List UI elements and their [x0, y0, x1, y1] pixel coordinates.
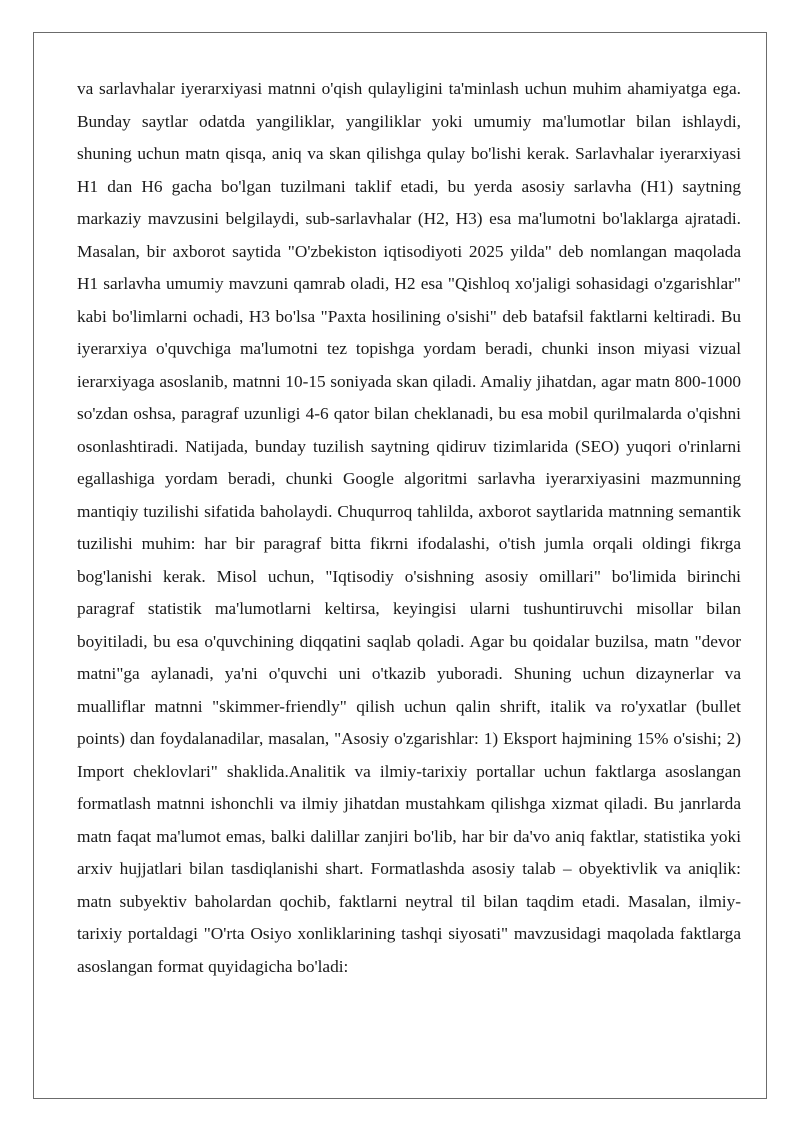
- body-paragraph: va sarlavhalar iyerarxiyasi matnni o'qish qulayligini ta'minlash uchun muhim ahamiyatga ega. Bunday saytlar odatda yangiliklar, yangiliklar yoki umumiy ma'lumotlar bilan ishlaydi, shuning uchun matn qisqa, aniq va skan qilishga qulay bo'lishi kerak. Sarlavhalar iyerarxiyasi H1 dan H6 gacha bo'lgan tuzilmani taklif etadi, bu yerda asosiy sarlavha (H1) saytning markaziy mavzusini belgilaydi, sub-sarlavhalar (H2, H3) esa ma'lumotni bo'laklarga ajratadi. Masalan, bir axborot saytida "O'zbekiston iqtisodiyoti 2025 yilda" deb nomlangan maqolada H1 sarlavha umumiy mavzuni qamrab oladi, H2 esa "Qishloq xo'jaligi sohasidagi o'zgarishlar" kabi bo'limlarni ochadi, H3 bo'lsa "Paxta hosilining o'sishi" deb batafsil faktlarni keltiradi. Bu iyerarxiya o'quvchiga ma'lumotni tez topishga yordam beradi, chunki inson miyasi vizual ierarxiyaga asoslanib, matnni 10-15 soniyada skan qiladi. Amaliy jihatdan, agar matn 800-1000 so'zdan oshsa, paragraf uzunligi 4-6 qator bilan cheklanadi, bu esa mobil qurilmalarda o'qishni osonlashtiradi. Natijada, bunday tuzilish saytning qidiruv tizimlarida (SEO) yuqori o'rinlarni egallashiga yordam beradi, chunki Google algoritmi sarlavha iyerarxiyasini mazmunning mantiqiy tuzilishi sifatida baholaydi. Chuqurroq tahlilda, axborot saytlarida matnning semantik tuzilishi muhim: har bir paragraf bitta fikrni ifodalashi, o'tish jumla orqali oldingi fikrga bog'lanishi kerak. Misol uchun, "Iqtisodiy o'sishning asosiy omillari" bo'limida birinchi paragraf statistik ma'lumotlarni keltirsa, keyingisi ularni tushuntiruvchi misollar bilan boyitiladi, bu esa o'quvchining diqqatini saqlab qoladi. Agar bu qoidalar buzilsa, matn "devor matni"ga aylanadi, ya'ni o'quvchi uni o'tkazib yuboradi. Shuning uchun dizaynerlar va mualliflar matnni "skimmer-friendly" qilish uchun qalin shrift, italik va ro'yxatlar (bullet points) dan foydalanadilar, masalan, "Asosiy o'zgarishlar: 1) Eksport hajmining 15% o'sishi; 2) Import cheklovlari" shaklida.Analitik va ilmiy-tarixiy portallar uchun faktlarga asoslangan formatlash matnni ishonchli va ilmiy jihatdan mustahkam qilishga xizmat qiladi. Bu janrlarda matn faqat ma'lumot emas, balki dalillar zanjiri bo'lib, har bir da'vo aniq faktlar, statistika yoki arxiv hujjatlari bilan tasdiqlanishi shart. Formatlashda asosiy talab – obyektivlik va aniqlik: matn subyektiv baholardan qochib, faktlarni neytral til bilan taqdim etadi. Masalan, ilmiy-tarixiy portaldagi "O'rta Osiyo xonliklarining tashqi siyosati" mavzusidagi maqolada faktlarga asoslangan format quyidagicha bo'ladi:: [77, 79, 741, 976]
